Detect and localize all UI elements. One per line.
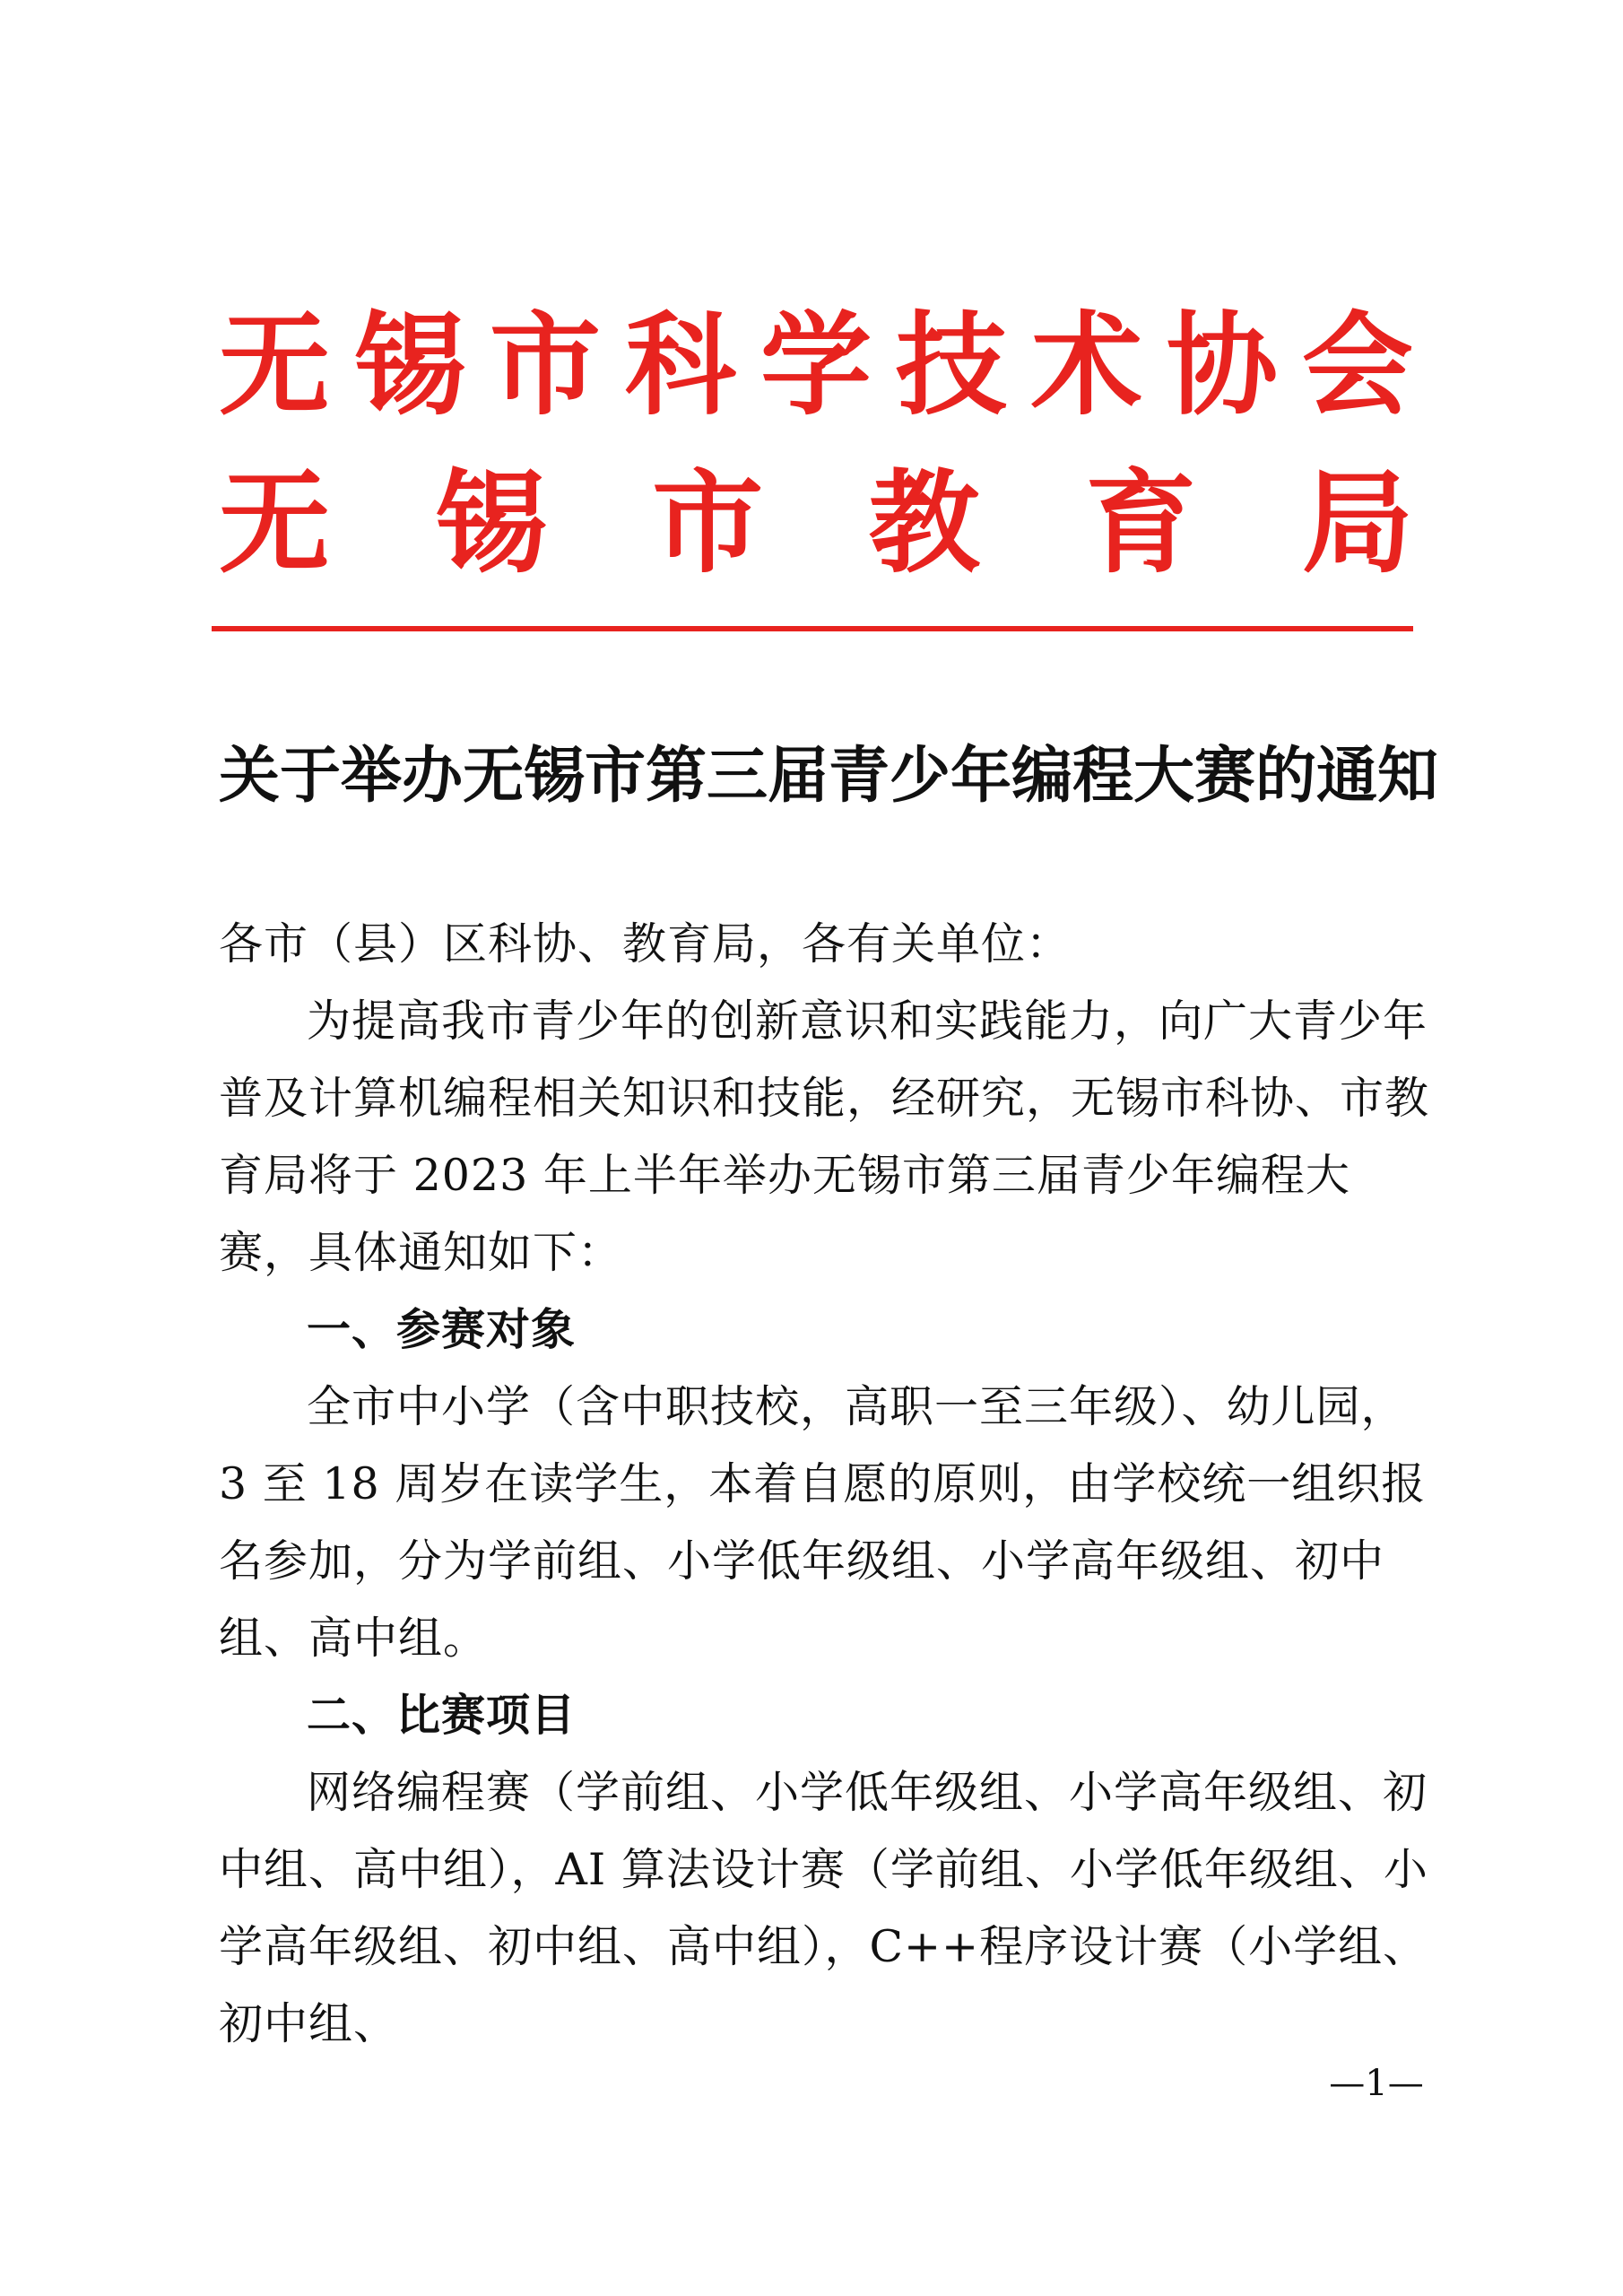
salutation: 各市（县）区科协、教育局，各有关单位：: [219, 918, 1072, 970]
issuer-name-science-association: [219, 300, 1413, 430]
letterhead-line1-char: 市: [489, 300, 601, 430]
page-number: —1—: [1329, 2063, 1424, 2104]
letterhead-line1-char: 会: [1301, 300, 1413, 430]
letterhead-line1-char: 技: [895, 300, 1007, 430]
section-heading-participants: 一、参赛对象: [307, 1304, 577, 1355]
intro-paragraph: 为提高我市青少年的创新意识和实践能力，向广大青少年普及计算机编程相关知识和技能，经研究，无锡市科协、市教育局将于 2023 年上半年举办无锡市第三届青少年编程大赛，具体通知如下：: [219, 996, 1430, 1278]
red-header-rule: [212, 626, 1413, 631]
letterhead-line1-char: 学: [759, 300, 872, 430]
events-paragraph: 网络编程赛（学前组、小学低年级组、小学高年级组、初中组、高中组），AI 算法设计赛（学前组、小学低年级组、小学高年级组、初中组、高中组），C++程序设计赛（小学组、初中组、: [219, 1767, 1428, 2049]
document-body: [219, 906, 1429, 2063]
letterhead-line2-char: 育: [1085, 458, 1197, 588]
letterhead-line2-char: 局: [1301, 458, 1413, 588]
letterhead-line2-char: 锡: [435, 458, 547, 588]
letterhead-line1-char: 科: [624, 300, 736, 430]
document-title: 关于举办无锡市第三届青少年编程大赛的通知: [219, 740, 1439, 812]
issuer-name-education-bureau: [219, 458, 1413, 588]
letterhead-line1-char: 术: [1030, 300, 1142, 430]
letterhead-line2-char: 市: [652, 458, 764, 588]
letterhead-line2-char: 教: [868, 458, 980, 588]
participants-paragraph: 全市中小学（含中职技校，高职一至三年级）、幼儿园，3 至 18 周岁在读学生，本着自愿的原则，由学校统一组织报名参加，分为学前组、小学低年级组、小学高年级组、初中组、高中组。: [219, 1381, 1427, 1664]
section-heading-events: 二、比赛项目: [307, 1690, 577, 1741]
letterhead-line1-char: 锡: [353, 300, 465, 430]
letterhead-line2-char: 无: [219, 458, 331, 588]
letterhead-line1-char: 协: [1166, 300, 1278, 430]
letterhead-line1-char: 无: [219, 300, 331, 430]
